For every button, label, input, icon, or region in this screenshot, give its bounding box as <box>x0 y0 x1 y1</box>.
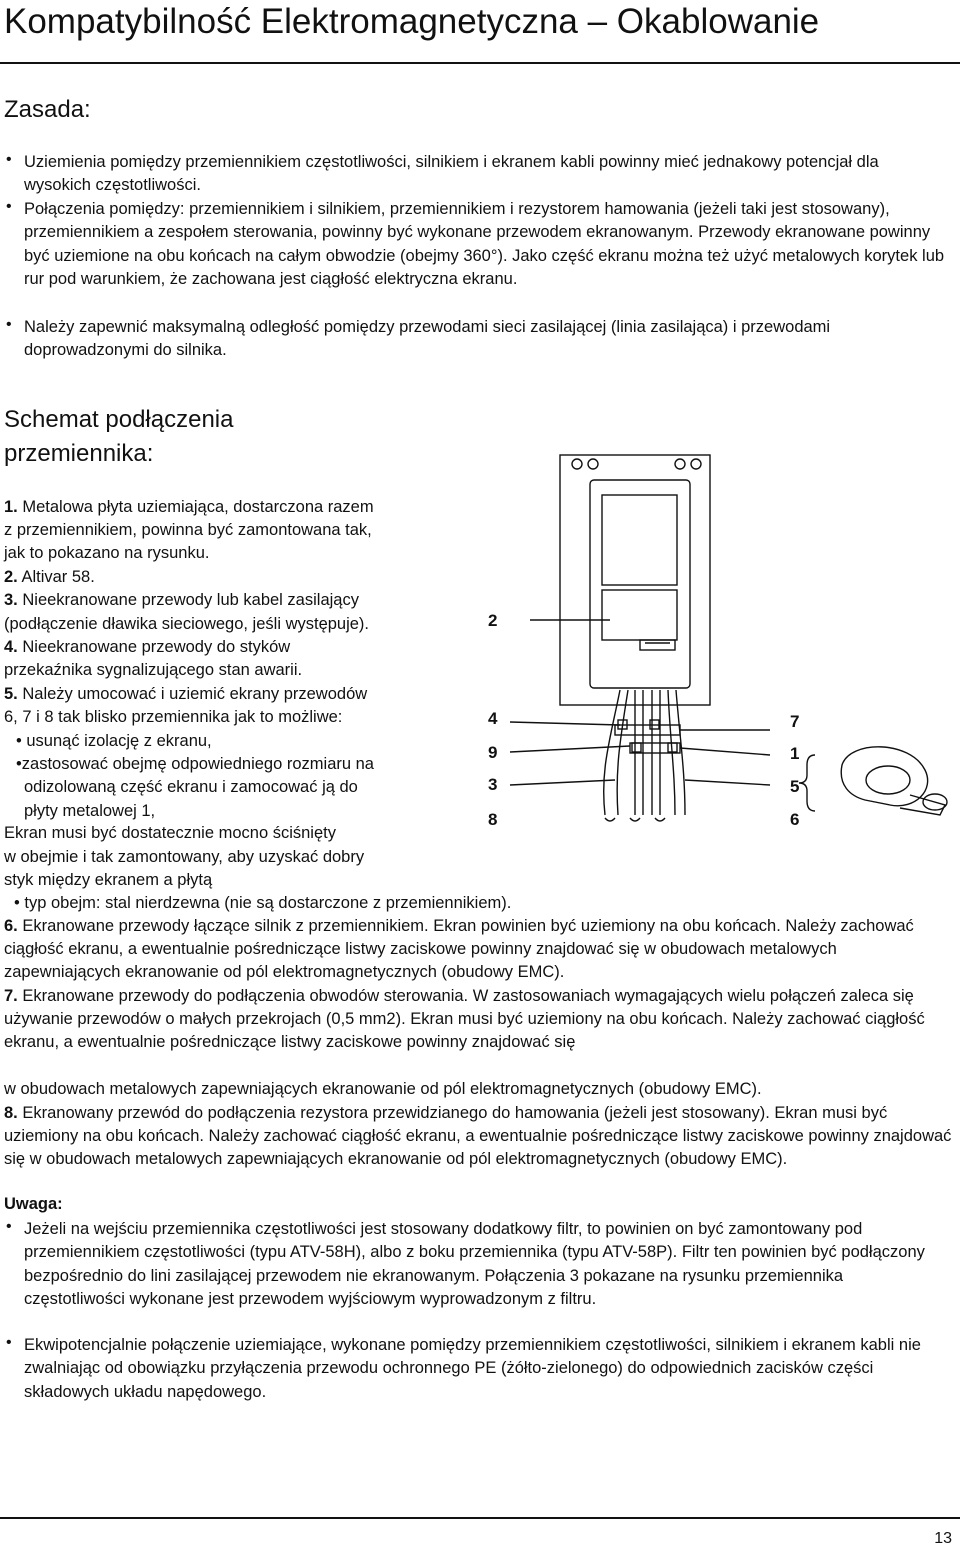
label-8: 8 <box>488 810 498 829</box>
sub-bullet-2 <box>16 753 374 776</box>
bullet-icon: • <box>6 316 12 333</box>
schemat-heading-line1: Schemat podłączenia <box>4 406 234 433</box>
typ-bullet <box>14 892 511 915</box>
item-number: 8. <box>4 1104 18 1122</box>
bullet-icon: • <box>6 198 12 215</box>
bullet-icon: • <box>16 755 22 773</box>
uwaga-bullet-2: Ekwipotencjalnie połączenie uziemiające, wykonane pomiędzy przemiennikiem częstotliwości, silnikiem i ekranem kabli nie zwalniając od obowiązku przyłączenia przewodu ochronnego PE (żółto-zielonego) do odpowiednich zacisków części składowych układu napędowego. <box>24 1336 921 1401</box>
item-number: 5. <box>4 685 18 703</box>
label-5: 5 <box>790 777 800 796</box>
leader-line-3 <box>510 780 615 785</box>
schemat-item-5 <box>4 683 367 706</box>
sub-bullet-2-cont2: płyty metalowej 1, <box>24 802 156 820</box>
sub-bullet-2-cont: odizolowaną część ekranu i zamocować ją do <box>24 778 358 796</box>
item-text: Nieekranowane przewody do styków <box>22 638 291 656</box>
item-text: Należy umocować i uziemić ekrany przewodów <box>22 685 368 703</box>
drive-lower-panel <box>602 590 677 640</box>
schemat-item-3 <box>4 589 359 612</box>
item-8 <box>4 1102 954 1172</box>
label-9: 9 <box>488 743 498 762</box>
sub-bullet-text: usunąć izolację z ekranu, <box>26 732 212 750</box>
grounding-plate <box>560 455 710 705</box>
wiring-diagram <box>470 440 960 860</box>
footer-rule <box>0 1517 960 1519</box>
item-text: Altivar 58. <box>21 568 95 586</box>
bullet-icon: • <box>6 1334 12 1351</box>
title-rule <box>0 62 960 64</box>
zasada-bullet-3-text: Należy zapewnić maksymalną odległość pomiędzy przewodami sieci zasilającej (linia zasilająca) i przewodami doprowadzonymi do silnika. <box>24 318 831 360</box>
schemat-item-2 <box>4 566 95 589</box>
leader-line-1 <box>680 748 770 755</box>
item-number: 3. <box>4 591 18 609</box>
schemat-item-1 <box>4 496 374 519</box>
label-1: 1 <box>790 744 800 763</box>
page-title: Kompatybilność Elektromagnetyczna – Okablowanie <box>4 2 820 41</box>
screw-hole-icon <box>691 459 701 469</box>
item-number: 7. <box>4 987 18 1005</box>
item-6 <box>4 915 954 985</box>
item-number: 4. <box>4 638 18 656</box>
after-line-2: w obejmie i tak zamontowany, aby uzyskać dobry <box>4 848 365 866</box>
zasada-bullet-1-text: Uziemienia pomiędzy przemiennikiem częstotliwości, silnikiem i ekranem kabli powinny mieć jednakowy potencjał dla wysokich częstotliwości. <box>24 153 879 195</box>
zasada-bullet-2 <box>24 198 952 292</box>
screw-hole-icon <box>588 459 598 469</box>
drive-display-area <box>602 495 677 585</box>
sub-bullet-1 <box>16 730 212 753</box>
schemat-item-5-cont: 6, 7 i 8 tak blisko przemiennika jak to możliwe: <box>4 708 343 726</box>
after-line-1: Ekran musi być dostatecznie mocno ściśnięty <box>4 824 336 842</box>
drive-terminal-cover <box>640 640 675 650</box>
item-7 <box>4 985 954 1055</box>
zasada-bullet-1 <box>24 151 949 198</box>
after-line-3: styk między ekranem a płytą <box>4 871 213 889</box>
leader-line-5 <box>685 780 770 785</box>
bullet-icon: • <box>16 732 22 750</box>
schemat-item-1-cont2: jak to pokazano na rysunku. <box>4 544 210 562</box>
bullet-icon: • <box>14 894 20 912</box>
schemat-item-4 <box>4 636 290 659</box>
zasada-heading: Zasada: <box>4 96 91 123</box>
uwaga-bullet-1: Jeżeli na wejściu przemiennika częstotliwości jest stosowany dodatkowy filtr, to powinien on być zamontowany pod przemiennikiem częstotliwości (typu ATV-58H), albo z boku przemiennika (typu ATV-58P). Filtr ten powinien być podłączony bezpośrednio do lini zasilającej przewodem nie ekranowanym. Połączenia 3 pokazane na rysunku przemiennika częstotliwości wykonane jest przewodem wyjściowym wyprowadzonym z filtru. <box>24 1220 925 1309</box>
schemat-heading-line2: przemiennika: <box>4 440 154 467</box>
label-2: 2 <box>488 611 498 630</box>
altivar-drive <box>590 480 690 688</box>
item-text: Ekranowane przewody do podłączenia obwodów sterowania. W zastosowaniach wymagających wielu połączeń zaleca się używanie przewodów o małych przekrojach (0,5 mm2). Ekran musi być uziemiony na obu końcach. Należy zachować ciągłość ekranu, a ewentualnie pośredniczące listwy zaciskowe powinny znajdować się <box>4 987 925 1052</box>
brace <box>799 755 815 811</box>
item-number: 1. <box>4 498 18 516</box>
schemat-item-4-cont: przekaźnika sygnalizującego stan awarii. <box>4 661 303 679</box>
zasada-bullet-2-text: Połączenia pomiędzy: przemiennikiem i silnikiem, przemiennikiem i rezystorem hamowania (jeżeli taki jest stosowany), przemiennikiem a zespołem sterowania, powinny być wykonane przewodem ekranowanym. Przewody ekranowane powinny być uziemione na obu końcach na całym obwodzie (obejmy 360°). Jako część ekranu można też użyć metalowych korytek lub rur pod warunkiem, że zachowana jest ciągłość elektryczna ekranu. <box>24 200 945 289</box>
screw-hole-icon <box>675 459 685 469</box>
schemat-item-3-cont: (podłączenie dławika sieciowego, jeśli występuje). <box>4 615 370 633</box>
item-number: 2. <box>4 568 18 586</box>
item-text: Ekranowany przewód do podłączenia rezystora przewidzianego do hamowania (jeżeli jest stosowany). Ekran musi być uziemiony na obu końcach. Należy zachować ciągłość ekranu, a ewentualnie pośredniczące listwy zaciskowe powinny znajdować się w obudowach metalowych zapewniających ekranowanie od pól elektromagnetycznych (obudowy EMC). <box>4 1104 952 1169</box>
bullet-icon: • <box>6 1218 12 1235</box>
bullet-icon: • <box>6 151 12 168</box>
label-4: 4 <box>488 709 498 728</box>
item-7-cont: w obudowach metalowych zapewniających ekranowanie od pól elektromagnetycznych (obudowy EMC). <box>4 1080 762 1098</box>
item-text: Ekranowane przewody łączące silnik z przemiennikiem. Ekran powinien być uziemiony na obu końcach. Należy zachować ciągłość ekranu, a ewentualnie pośredniczące listwy zaciskowe powinny znajdować się w obudowach metalowych zapewniających ekranowanie od pól elektromagnetycznych (obudowy EMC). <box>4 917 914 982</box>
label-3: 3 <box>488 775 498 794</box>
label-7: 7 <box>790 712 800 731</box>
zasada-bullet-3 <box>24 316 884 363</box>
item-text: Metalowa płyta uziemiająca, dostarczona razem <box>22 498 374 516</box>
label-6: 6 <box>790 810 800 829</box>
leader-line-9 <box>510 746 630 752</box>
typ-bullet-text: typ obejm: stal nierdzewna (nie są dostarczone z przemiennikiem). <box>24 894 512 912</box>
item-number: 6. <box>4 917 18 935</box>
page-number: 13 <box>934 1530 952 1547</box>
schemat-item-1-cont: z przemiennikiem, powinna być zamontowana tak, <box>4 521 372 539</box>
item-text: Nieekranowane przewody lub kabel zasilający <box>22 591 359 609</box>
screw-hole-icon <box>572 459 582 469</box>
sub-bullet-text: zastosować obejmę odpowiedniego rozmiaru na <box>21 755 374 773</box>
uwaga-heading: Uwaga: <box>4 1195 63 1213</box>
leader-line-4 <box>510 722 620 725</box>
cable-break-marks <box>605 818 665 821</box>
